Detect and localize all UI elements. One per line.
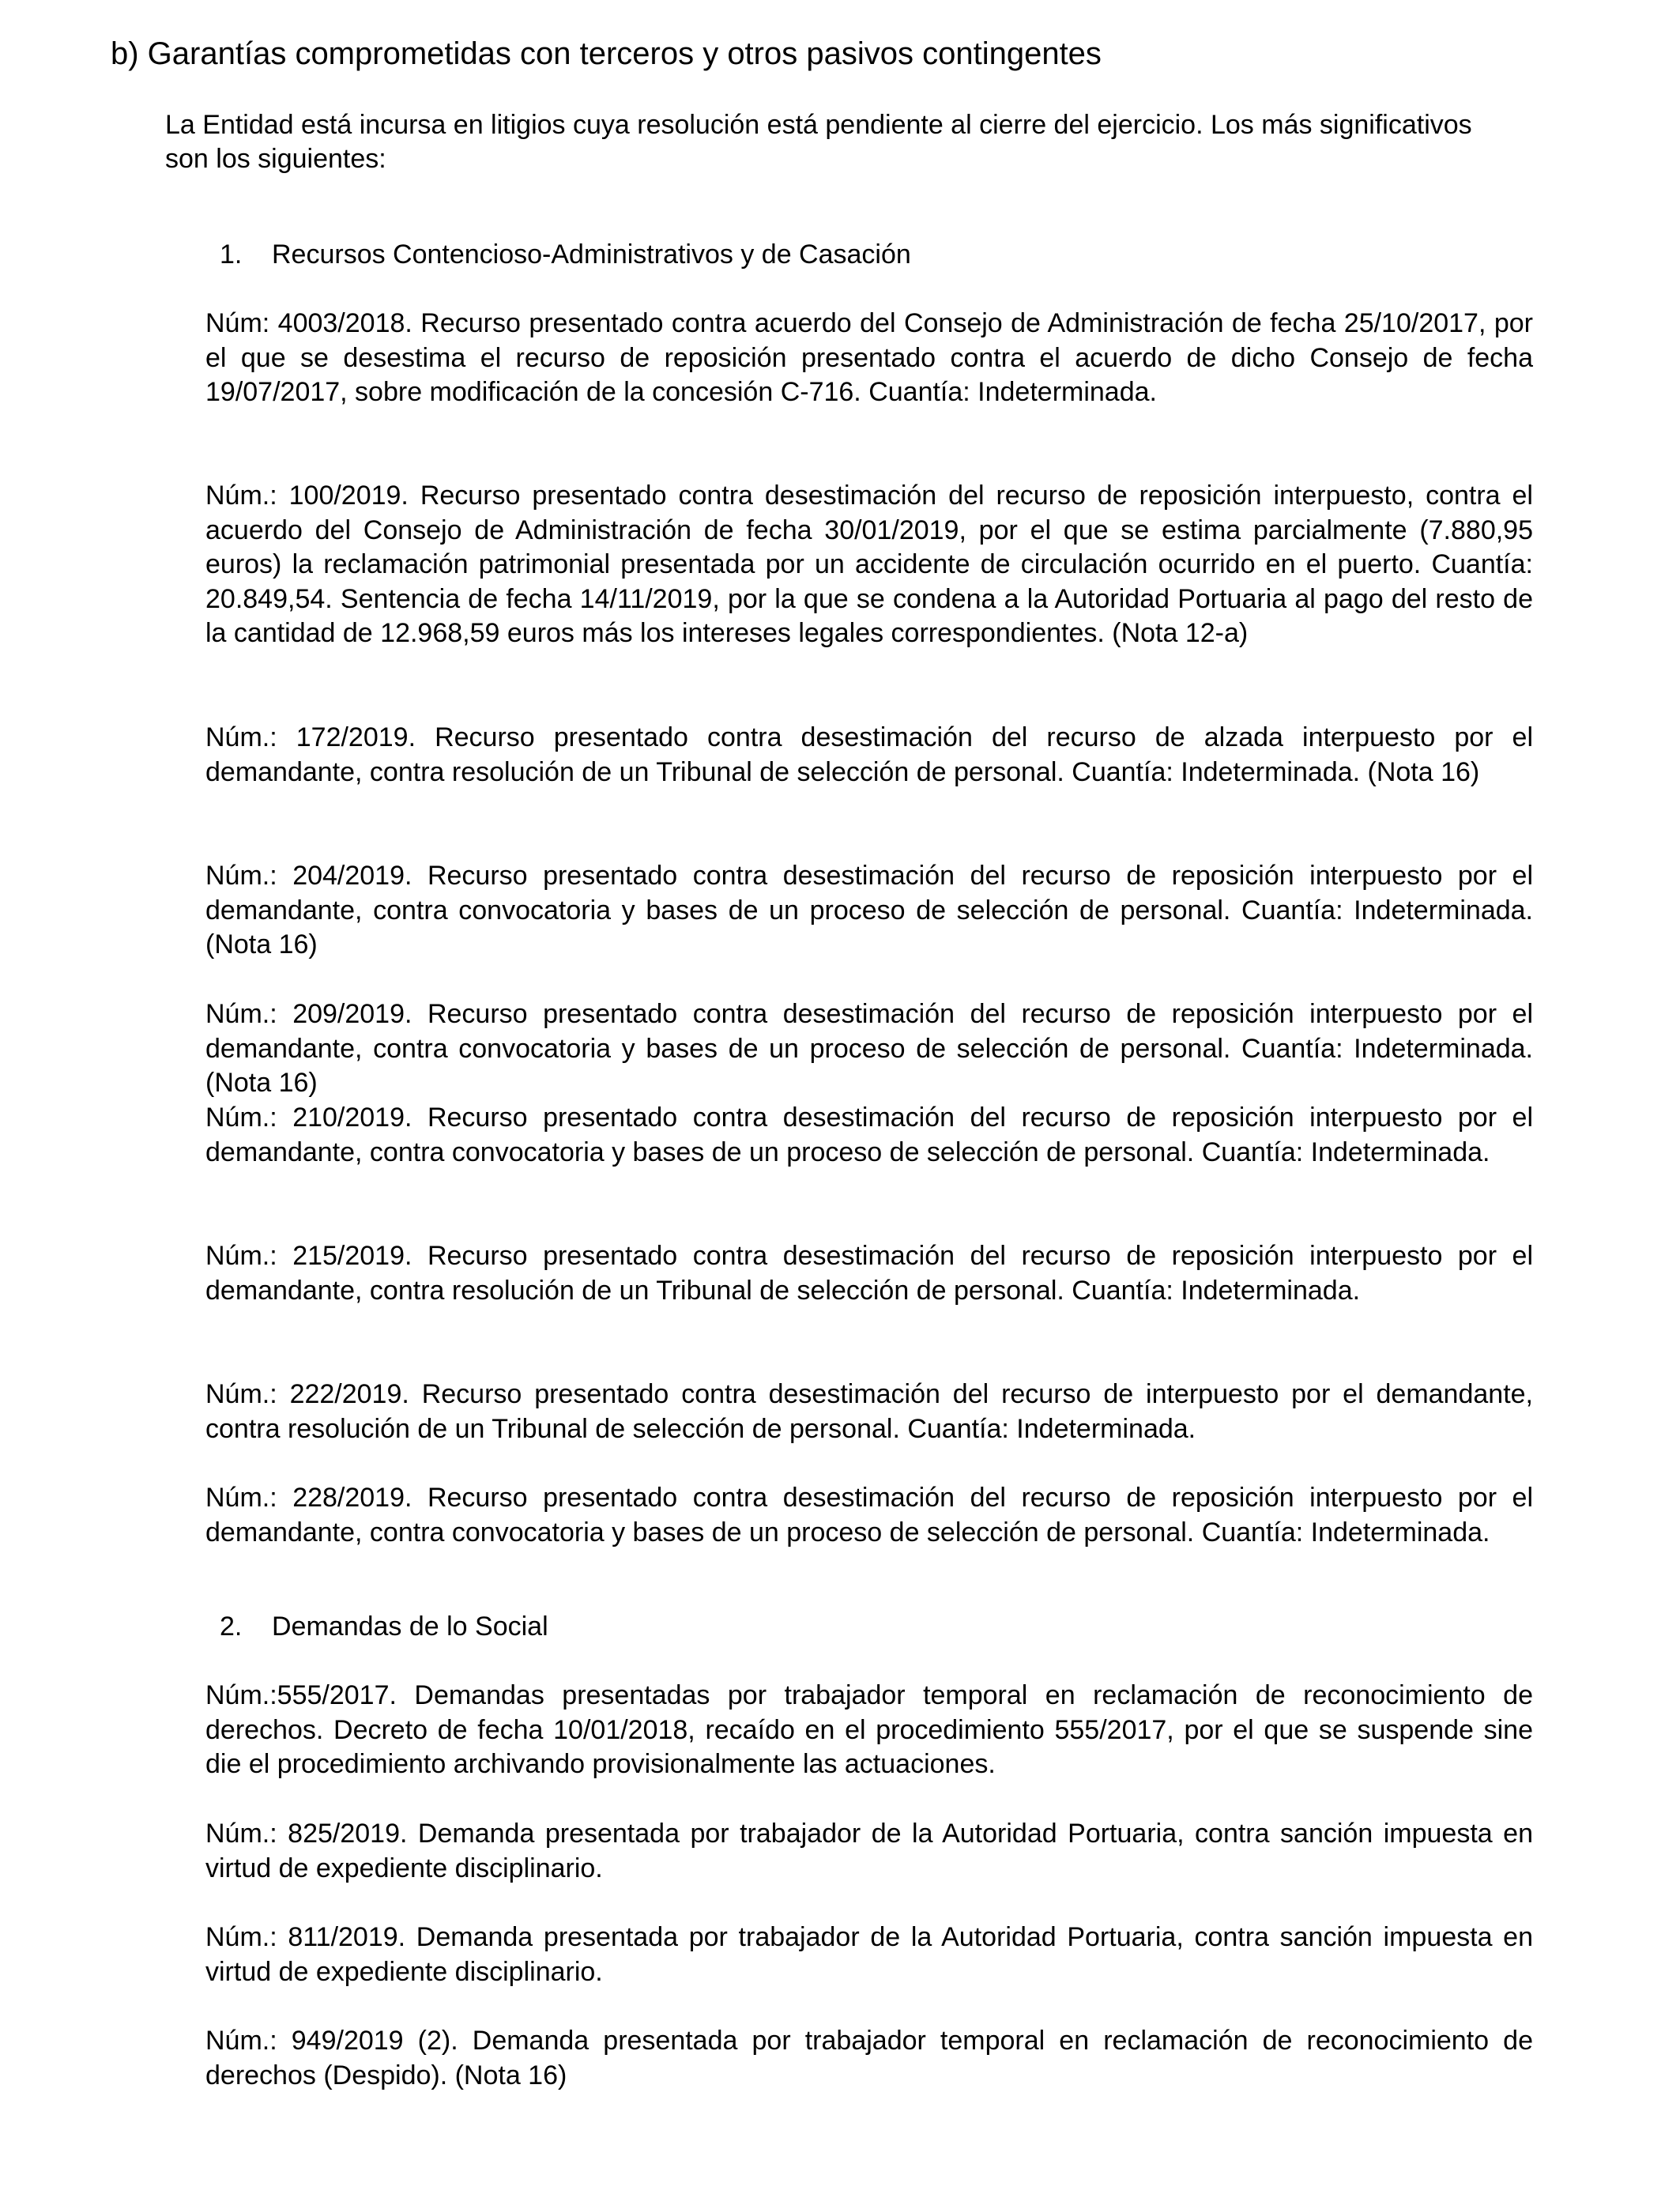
section-2-title-text: Demandas de lo Social <box>272 1612 548 1642</box>
claim-item-825-2019: Núm.: 825/2019. Demanda presentada por trabajador de la Autoridad Portuaria, contra sanción impuesta en virtud de expediente disciplinario. <box>205 1819 1533 1883</box>
section-heading: b) Garantías comprometidas con terceros y otros pasivos contingentes <box>111 36 1102 71</box>
section-1-number: 1. <box>220 239 243 270</box>
litigation-item-204-2019: Núm.: 204/2019. Recurso presentado contra desestimación del recurso de reposición interpuesto por el demandante, contra convocatoria y bases de un proceso de selección de personal. Cuantía: Indeterminada. (Nota 16) <box>205 861 1533 959</box>
litigation-item-215-2019: Núm.: 215/2019. Recurso presentado contra desestimación del recurso de reposición interpuesto por el demandante, contra resolución de un Tribunal de selección de personal. Cuantía: Indeterminada. <box>205 1241 1533 1306</box>
litigation-item-228-2019: Núm.: 228/2019. Recurso presentado contra desestimación del recurso de reposición interpuesto por el demandante, contra convocatoria y bases de un proceso de selección de personal. Cuantía: Indeterminada. <box>205 1483 1533 1547</box>
litigation-item-209-2019: Núm.: 209/2019. Recurso presentado contra desestimación del recurso de reposición interpuesto por el demandante, contra convocatoria y bases de un proceso de selección de personal. Cuantía: Indeterminada. (Nota 16) <box>205 999 1533 1098</box>
litigation-item-210-2019: Núm.: 210/2019. Recurso presentado contra desestimación del recurso de reposición interpuesto por el demandante, contra convocatoria y bases de un proceso de selección de personal. Cuantía: Indeterminada. <box>205 1103 1533 1167</box>
litigation-item-4003-2018: Núm: 4003/2018. Recurso presentado contra acuerdo del Consejo de Administración de fecha 25/10/2017, por el que se desestima el recurso de reposición presentado contra el acuerdo de dicho Consejo de fecha 19/07/2017, sobre modificación de la concesión C-716. Cuantía: Indeterminada. <box>205 308 1533 407</box>
section-2-title <box>220 1610 548 1644</box>
litigation-item-222-2019: Núm.: 222/2019. Recurso presentado contra desestimación del recurso de interpuesto por el demandante, contra resolución de un Tribunal de selección de personal. Cuantía: Indeterminada. <box>205 1379 1533 1444</box>
section-1-title-text: Recursos Contencioso-Administrativos y de Casación <box>272 239 911 270</box>
litigation-item-172-2019: Núm.: 172/2019. Recurso presentado contra desestimación del recurso de alzada interpuesto por el demandante, contra resolución de un Tribunal de selección de personal. Cuantía: Indeterminada. (Nota 16) <box>205 722 1533 787</box>
intro-paragraph: La Entidad está incursa en litigios cuya resolución está pendiente al cierre del ejercicio. Los más significativos son los siguientes: <box>165 110 1472 174</box>
claim-item-949-2019: Núm.: 949/2019 (2). Demanda presentada por trabajador temporal en reclamación de reconocimiento de derechos (Despido). (Nota 16) <box>205 2026 1533 2090</box>
claim-item-555-2017: Núm.:555/2017. Demandas presentadas por trabajador temporal en reclamación de reconocimiento de derechos. Decreto de fecha 10/01/2018, recaído en el procedimiento 555/2017, por el que se suspende sine die el procedimiento archivando provisionalmente las actuaciones. <box>205 1680 1533 1779</box>
section-2-number: 2. <box>220 1612 243 1642</box>
litigation-item-100-2019: Núm.: 100/2019. Recurso presentado contra desestimación del recurso de reposición interpuesto, contra el acuerdo del Consejo de Administración de fecha 30/01/2019, por el que se estima parcialmente (7.880,95 euros) la reclamación patrimonial presentada por un accidente de circulación ocurrido en el puerto. Cuantía: 20.849,54. Sentencia de fecha 14/11/2019, por la que se condena a la Autoridad Portuaria al pago del resto de la cantidad de 12.968,59 euros más los intereses legales correspondientes. (Nota 12-a) <box>205 481 1533 648</box>
section-1-title <box>220 238 911 272</box>
claim-item-811-2019: Núm.: 811/2019. Demanda presentada por trabajador de la Autoridad Portuaria, contra sanción impuesta en virtud de expediente disciplinario. <box>205 1922 1533 1987</box>
